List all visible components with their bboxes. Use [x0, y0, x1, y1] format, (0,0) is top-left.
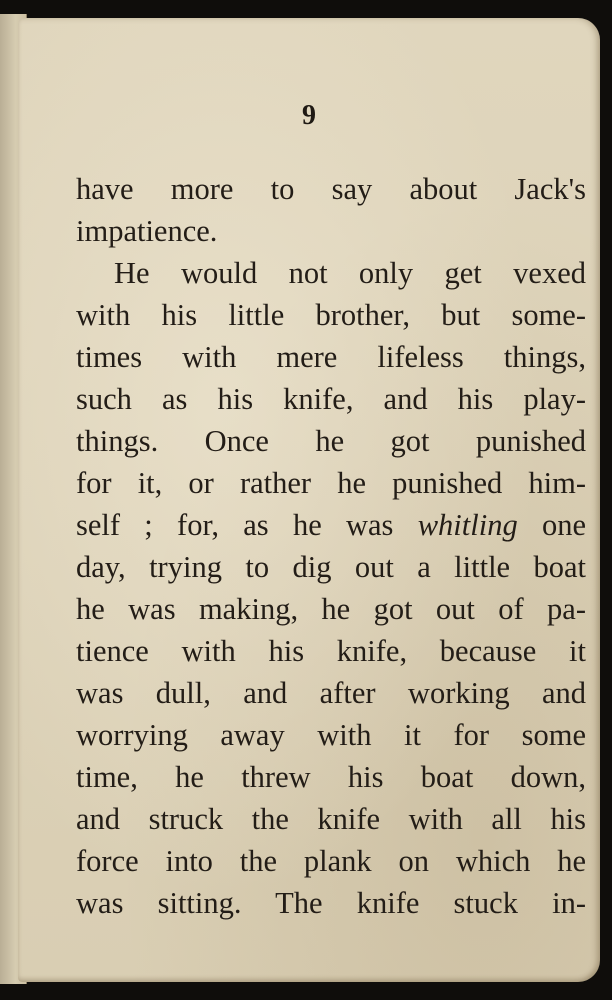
text-line: such as his knife, and his play-	[76, 382, 586, 416]
text-line: day, trying to dig out a little boat	[76, 550, 586, 584]
text-line: and struck the knife with all his	[76, 802, 586, 836]
text-line: have more to say about Jack's	[76, 172, 586, 206]
text-line: times with mere lifeless things,	[76, 340, 586, 374]
text-segment: one	[541, 508, 587, 542]
text-line: tience with his knife, because it	[76, 634, 586, 668]
text-line: He would not only get vexed	[114, 256, 586, 290]
emphasized-word: whitling	[417, 508, 518, 542]
text-line: things. Once he got punished	[76, 424, 586, 458]
text-line: with his little brother, but some-	[76, 298, 586, 332]
text-line: was dull, and after working and	[76, 676, 586, 710]
text-line-with-emphasis	[76, 504, 586, 546]
text-line: worrying away with it for some	[76, 718, 586, 752]
text-line: was sitting. The knife stuck in-	[76, 886, 586, 920]
text-line: for it, or rather he punished him-	[76, 466, 586, 500]
text-line: impatience.	[76, 214, 218, 248]
text-line: time, he threw his boat down,	[76, 760, 586, 794]
page-text	[76, 168, 586, 924]
text-line: force into the plank on which he	[76, 844, 586, 878]
page-number: 9	[302, 100, 316, 131]
text-line: he was making, he got out of pa-	[76, 592, 586, 626]
book-page	[18, 18, 600, 982]
text-segment: self ; for, as he was	[76, 508, 394, 542]
